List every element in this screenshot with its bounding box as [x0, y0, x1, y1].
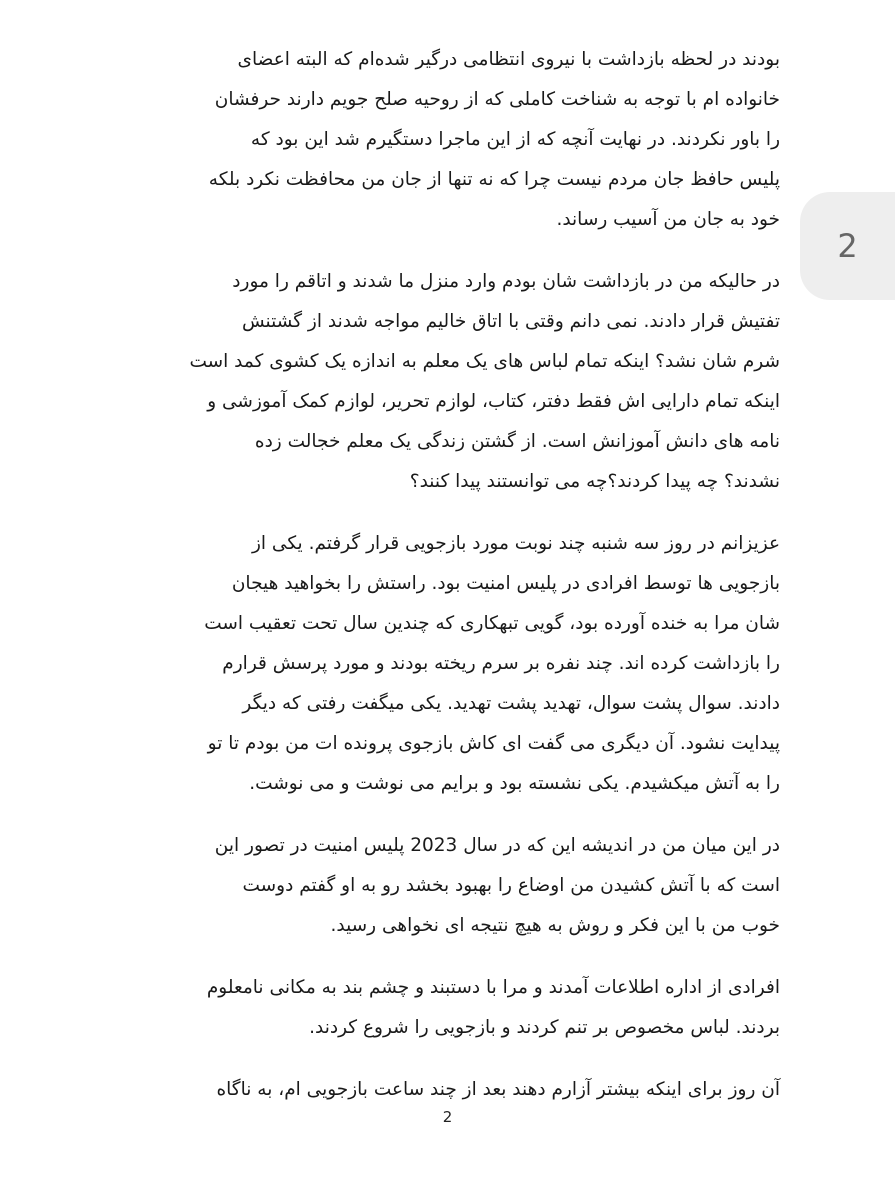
paragraph-4 — [100, 826, 780, 946]
document-body — [100, 40, 780, 1132]
text-line: است که با آتش کشیدن من اوضاع را بهبود بخشد رو به او گفتم دوست — [242, 875, 780, 896]
paragraph-6 — [100, 1070, 780, 1110]
text-line: را بازداشت کرده اند. چند نفره بر سرم ریخته بودند و مورد پرسش قرارم — [222, 653, 780, 674]
text-line: تفتیش قرار دادند. نمی دانم وقتی با اتاق خالیم مواجه شدند از گشتنش — [241, 311, 780, 332]
text-line: بودند در لحظه بازداشت با نیروی انتظامی درگیر شده‌ام که البته اعضای — [237, 49, 780, 70]
text-line: شان مرا به خنده آورده بود، گویی تبهکاری که چندین سال تحت تعقیب است — [204, 613, 780, 634]
paragraph-3 — [100, 524, 780, 804]
text-line: پیدایت نشود. آن دیگری می گفت ای کاش بازجوی پرونده ات من بودم تا تو — [207, 733, 780, 754]
text-line: در حالیکه من در بازداشت شان بودم وارد منزل ما شدند و اتاقم را مورد — [232, 271, 780, 292]
footer-page-number: 2 — [442, 1108, 453, 1126]
paragraph-1 — [100, 40, 780, 240]
text-line: در این میان من در اندیشه این که در سال 2023 پلیس امنیت در تصور این — [214, 835, 780, 856]
text-line: بازجویی ها توسط افرادی در پلیس امنیت بود. راستش را بخواهید هیجان — [231, 573, 780, 594]
text-line: خانواده ام با توجه به شناخت کاملی که از روحیه صلح جویم دارند حرفشان — [214, 89, 780, 110]
text-line: نشدند؟ چه پیدا کردند؟چه می توانستند پیدا کنند؟ — [409, 471, 780, 492]
text-line: شرم شان نشد؟ اینکه تمام لباس های یک معلم به اندازه یک کشوی کمد است — [189, 351, 780, 372]
text-line: را باور نکردند. در نهایت آنچه که از این ماجرا دستگیرم شد این بود که — [250, 129, 780, 150]
text-line: را به آتش میکشیدم. یکی نشسته بود و برایم می نوشت و می نوشت. — [249, 773, 780, 794]
page-indicator-number: 2 — [837, 227, 858, 265]
paragraph-2 — [100, 262, 780, 502]
text-line: خوب من با این فکر و روش به هیچ نتیجه ای نخواهی رسید. — [330, 915, 780, 936]
text-line: دادند. سوال پشت سوال، تهدید پشت تهدید. یکی میگفت رفتی که دیگر — [242, 693, 780, 714]
text-line: بردند. لباس مخصوص بر تنم کردند و بازجویی را شروع کردند. — [309, 1017, 780, 1038]
text-line: افرادی از اداره اطلاعات آمدند و مرا با دستبند و چشم بند به مکانی نامعلوم — [206, 977, 780, 998]
text-line: پلیس حافظ جان مردم نیست چرا که نه تنها از جان من محافظت نکرد بلکه — [208, 169, 780, 190]
page-indicator-tab[interactable] — [800, 192, 895, 300]
text-line: خود به جان من آسیب رساند. — [556, 209, 780, 230]
text-line: عزیزانم در روز سه شنبه چند نوبت مورد بازجویی قرار گرفتم. یکی از — [251, 533, 780, 554]
text-line: آن روز برای اینکه بیشتر آزارم دهند بعد از چند ساعت بازجویی ام، به ناگاه — [216, 1079, 780, 1100]
text-line: نامه های دانش آموزانش است. از گشتن زندگی یک معلم خجالت زده — [254, 431, 780, 452]
text-line: اینکه تمام دارایی اش فقط دفتر، کتاب، لوازم تحریر، لوازم کمک آموزشی و — [207, 391, 780, 412]
paragraph-5 — [100, 968, 780, 1048]
